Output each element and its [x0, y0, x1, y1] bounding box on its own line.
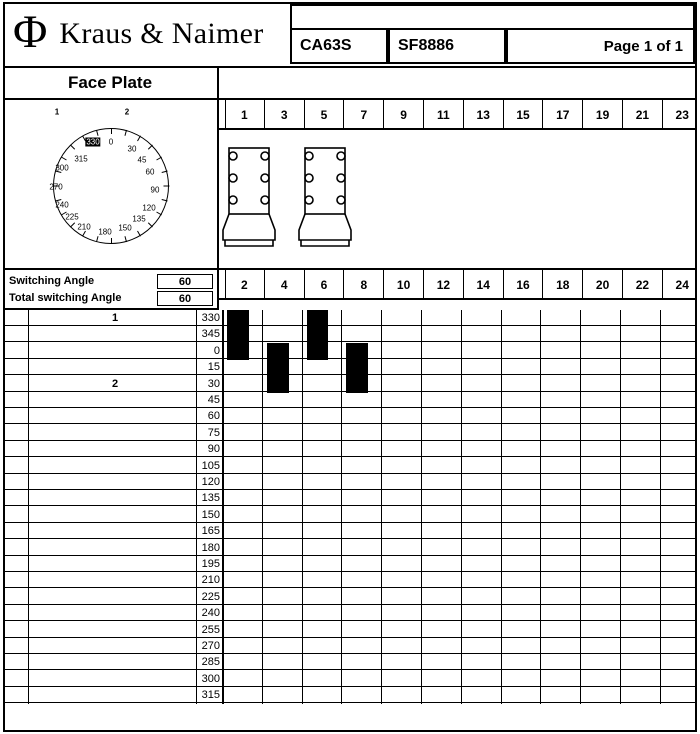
angle-value: 60: [207, 410, 220, 423]
label-column-divider: [196, 310, 197, 704]
table-left-inner-line: [28, 310, 29, 704]
contact-column-header-4: 4: [265, 270, 305, 300]
dial-label-300: 300: [55, 163, 69, 173]
contact-column-header-22: 22: [623, 270, 663, 300]
contact-column-header-10: 10: [384, 270, 424, 300]
table-row: [3, 441, 697, 457]
switching-sequence-table: [3, 310, 697, 732]
contact-closed-cell: [227, 310, 249, 327]
angle-value: 165: [201, 525, 220, 538]
dial-label-120: 120: [142, 203, 156, 213]
angle-value: 315: [201, 689, 220, 702]
column-divider: [660, 310, 661, 704]
switching-angle-block: [3, 270, 219, 310]
table-row: [3, 687, 697, 703]
column-divider: [620, 310, 621, 704]
column-divider: [580, 310, 581, 704]
contact-column-header-5: 5: [305, 100, 345, 130]
table-row: [3, 523, 697, 539]
angle-value: 30: [207, 377, 220, 390]
contact-closed-cell: [267, 343, 289, 360]
drawing-code-box: [388, 28, 506, 64]
dial-label-30: 30: [127, 144, 137, 154]
contact-column-header-8: 8: [344, 270, 384, 300]
brand-logo: [3, 2, 288, 66]
dial-diagram: [31, 106, 191, 266]
angle-value: 135: [201, 492, 220, 505]
dial-position-2: 2: [124, 107, 130, 117]
angle-value: 45: [207, 394, 220, 406]
contact-column-header-19: 19: [583, 100, 623, 130]
switching-angle-value: 60: [157, 274, 213, 289]
part-number: CA63S: [300, 37, 352, 54]
angle-value: 75: [207, 426, 220, 439]
faceplate-title-right-blank: [219, 66, 697, 100]
contacts-odd-header-row: [219, 100, 697, 130]
table-row: [3, 605, 697, 621]
dial-label-150: 150: [118, 223, 132, 233]
column-divider: [262, 310, 263, 704]
table-row: [3, 572, 697, 588]
contact-column-header-9: 9: [384, 100, 424, 130]
switching-angle-row: [9, 273, 213, 289]
contact-column-header-11: 11: [424, 100, 464, 130]
column-divider: [341, 310, 342, 704]
table-row: [3, 540, 697, 556]
dial-label-0: 0: [108, 137, 114, 147]
column-divider: [222, 310, 223, 704]
angle-value: 225: [201, 590, 220, 603]
contact-closed-cell: [267, 376, 289, 393]
angle-value: 255: [201, 623, 220, 636]
page-number: Page 1 of 1: [603, 37, 683, 55]
contact-closed-cell: [346, 343, 368, 360]
angle-value: 90: [207, 443, 220, 456]
contact-closed-cell: [346, 376, 368, 393]
dial-label-315: 315: [74, 154, 88, 164]
contact-header-left-border: [225, 100, 226, 130]
dial-label-210: 210: [77, 222, 91, 232]
document-header: [3, 2, 697, 66]
contact-column-header-2: 2: [225, 270, 265, 300]
dial-tick: [163, 186, 169, 187]
angle-value: 210: [201, 574, 220, 587]
column-divider: [540, 310, 541, 704]
angle-value: 105: [201, 459, 220, 472]
contact-column-header-7: 7: [344, 100, 384, 130]
column-divider: [302, 310, 303, 704]
angle-value: 195: [201, 558, 220, 570]
table-row: [3, 392, 697, 408]
dial-label-135: 135: [132, 214, 146, 224]
angle-value: 0: [213, 344, 220, 357]
contact-column-header-16: 16: [504, 270, 544, 300]
angle-value: 120: [201, 476, 220, 488]
part-number-box: [290, 28, 388, 64]
contact-header-left-border: [225, 270, 226, 300]
contacts-even-header-row: [219, 270, 697, 300]
angle-value: 270: [201, 640, 220, 652]
table-row: [3, 589, 697, 605]
position-marker-1: 1: [111, 312, 119, 324]
column-divider: [421, 310, 422, 704]
contact-column-header-12: 12: [424, 270, 464, 300]
contact-block-drawing: [219, 130, 697, 268]
dial-tick: [111, 238, 112, 244]
contact-closed-cell: [307, 326, 329, 343]
page-footer-edge: [3, 726, 697, 734]
table-row: [3, 408, 697, 424]
contact-column-header-6: 6: [305, 270, 345, 300]
contact-column-header-18: 18: [543, 270, 583, 300]
contact-closed-cell: [267, 359, 289, 376]
brand-name: Kraus & Naimer: [59, 17, 264, 50]
angle-value: 330: [201, 312, 220, 324]
total-switching-angle-row: [9, 290, 213, 306]
contact-column-header-21: 21: [623, 100, 663, 130]
table-row: [3, 622, 697, 638]
contact-column-header-3: 3: [265, 100, 305, 130]
table-row: [3, 507, 697, 523]
drawing-code: SF8886: [398, 37, 455, 54]
dial-label-180: 180: [98, 227, 112, 237]
contact-column-header-20: 20: [583, 270, 623, 300]
contact-closed-cell: [227, 343, 249, 360]
dial-label-225: 225: [65, 212, 79, 222]
column-divider: [461, 310, 462, 704]
contact-closed-cell: [346, 359, 368, 376]
angle-value: 345: [201, 328, 220, 341]
dial-current-position: 330: [86, 137, 100, 147]
table-row: [3, 490, 697, 506]
position-marker-2: 2: [111, 377, 119, 390]
contact-column-header-23: 23: [663, 100, 700, 130]
contact-column-header-1: 1: [225, 100, 265, 130]
contact-column-header-17: 17: [543, 100, 583, 130]
table-row: [3, 654, 697, 670]
total-switching-angle-value: 60: [157, 291, 213, 306]
table-row: [3, 671, 697, 687]
table-row: [3, 474, 697, 490]
column-divider: [501, 310, 502, 704]
table-row: [3, 638, 697, 654]
table-row: [3, 326, 697, 342]
contact-column-header-15: 15: [504, 100, 544, 130]
page-number-box: [506, 28, 695, 64]
switching-angle-label: Switching Angle: [9, 275, 95, 287]
faceplate-title: Face Plate: [3, 66, 219, 100]
table-row: [3, 556, 697, 572]
contact-closed-cell: [307, 343, 329, 360]
angle-value: 285: [201, 656, 220, 669]
angle-value: 180: [201, 541, 220, 554]
dial-label-60: 60: [145, 167, 155, 177]
contact-column-header-24: 24: [663, 270, 700, 300]
table-row: [3, 425, 697, 441]
phi-logo-icon: Φ: [13, 6, 48, 58]
column-divider: [381, 310, 382, 704]
contact-closed-cell: [307, 310, 329, 327]
contact-column-header-14: 14: [464, 270, 504, 300]
angle-value: 15: [207, 361, 220, 374]
dial-label-45: 45: [137, 155, 147, 165]
dial-label-270: 270: [49, 182, 63, 192]
contacts-diagram-area: [219, 130, 697, 270]
contact-closed-cell: [227, 326, 249, 343]
contact-column-header-13: 13: [464, 100, 504, 130]
dial-label-90: 90: [150, 185, 160, 195]
angle-value: 300: [201, 672, 220, 685]
angle-value: 240: [201, 607, 220, 620]
header-top-box: [290, 4, 695, 30]
angle-value: 150: [201, 508, 220, 521]
total-switching-angle-label: Total switching Angle: [9, 292, 122, 304]
table-row: [3, 458, 697, 474]
faceplate-dial-area: [3, 100, 219, 270]
dial-position-1: 1: [54, 107, 60, 117]
dial-tick: [111, 128, 112, 134]
dial-label-240: 240: [55, 200, 69, 210]
